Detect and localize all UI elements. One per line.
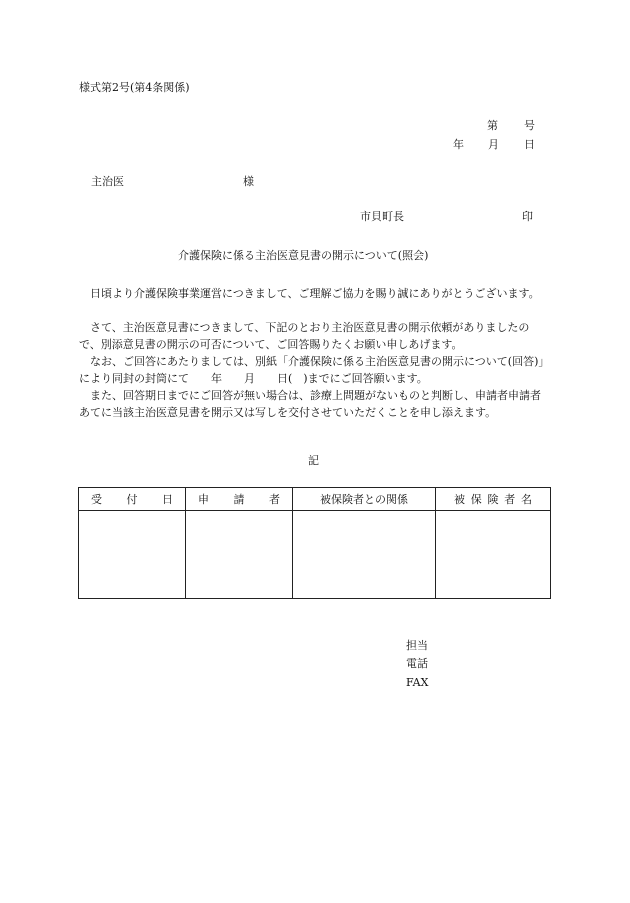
table-row <box>79 511 551 599</box>
ki-heading: 記 <box>308 454 319 467</box>
header-uketsuke-date <box>79 488 186 511</box>
cell-uketsuke-date <box>79 511 186 599</box>
addressee-honorific: 様 <box>243 175 254 188</box>
contact-denwa: 電話 <box>406 657 428 670</box>
header-char: 日 <box>162 493 173 506</box>
info-table <box>78 487 551 599</box>
addressee-role: 主治医 <box>91 175 124 188</box>
header-char: 名 <box>521 493 532 506</box>
header-char: 者 <box>504 493 516 506</box>
paragraph-2: さて、主治医意見書につきまして、下記のとおり主治医意見書の開示依頼がありましたので、別添意見書の開示の可否について、ご回答賜りたくお願い申しあげます。 <box>79 321 530 351</box>
sender-title: 市貝町長 <box>360 210 404 223</box>
header-char: 付 <box>126 493 138 506</box>
doc-number-go: 号 <box>524 119 535 132</box>
header-char: 受 <box>91 493 102 506</box>
doc-number-dai: 第 <box>487 119 498 132</box>
header-char: 険 <box>487 493 499 506</box>
paragraph-1: 日頃より介護保険事業運営につきまして、ご理解ご協力を賜り誠にありがとうございます。 <box>90 287 540 300</box>
header-char: 者 <box>269 493 280 506</box>
date-month: 月 <box>488 138 499 151</box>
header-applicant <box>186 488 293 511</box>
paragraph-4: また、回答期日までにご回答が無い場合は、診療上問題がないものと判断し、申請者申請者あてに当該主治医意見書を開示又は写しを交付させていただくことを申し添えます。 <box>79 389 541 419</box>
contact-tanto: 担当 <box>406 639 428 652</box>
paragraph-3: なお、ご回答にあたりましては、別紙「介護保険に係る主治医意見書の開示について(回答)」により同封の封筒にて 年 月 日( )までにご回答願います。 <box>79 355 544 385</box>
date-year: 年 <box>453 138 464 151</box>
cell-applicant <box>186 511 293 599</box>
header-char: 請 <box>233 493 245 506</box>
cell-insured-name <box>436 511 551 599</box>
cell-relationship <box>293 511 436 599</box>
date-day: 日 <box>524 138 535 151</box>
subject: 介護保険に係る主治医意見書の開示について(照会) <box>178 249 429 262</box>
header-insured-name <box>436 488 551 511</box>
header-char: 保 <box>470 493 482 506</box>
sender-seal: 印 <box>522 210 533 223</box>
form-number: 様式第2号(第4条関係) <box>79 81 190 94</box>
header-char: 被 <box>454 493 465 506</box>
contact-fax: FAX <box>406 676 429 689</box>
header-char: 申 <box>198 493 209 506</box>
header-relationship: 被保険者との関係 <box>293 488 436 511</box>
